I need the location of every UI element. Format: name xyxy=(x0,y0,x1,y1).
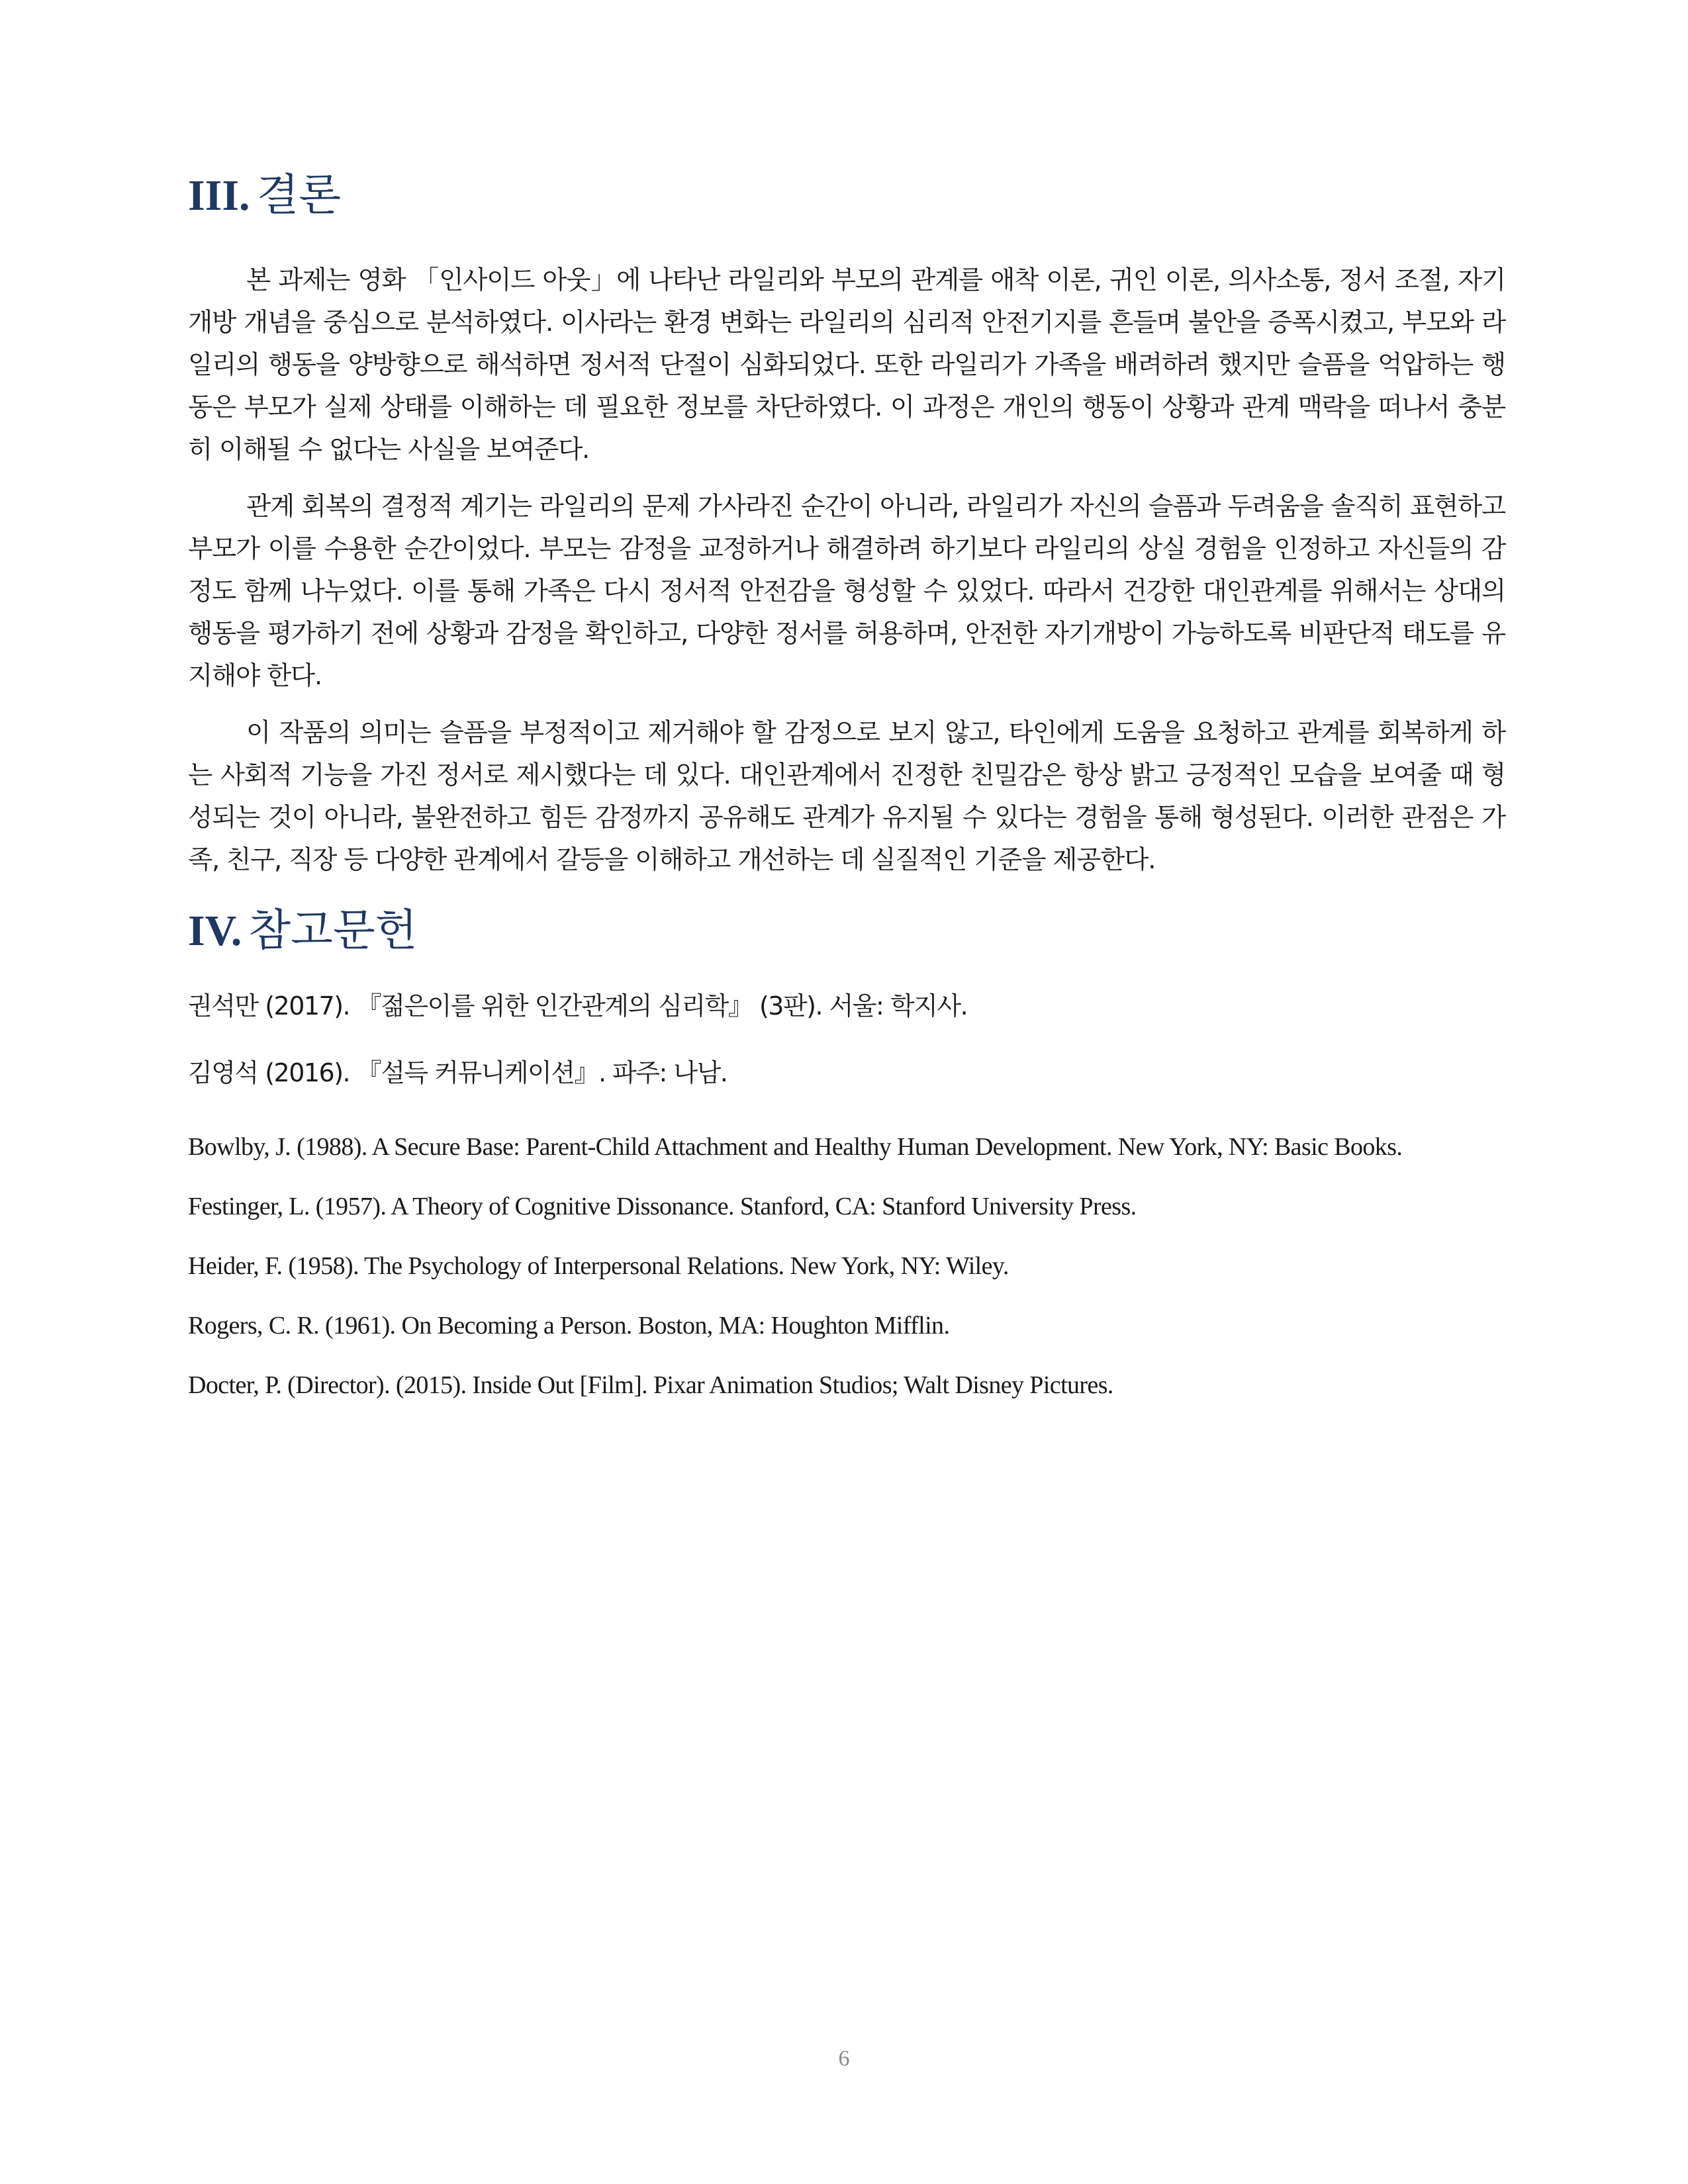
reference-item: Bowlby, J. (1988). A Secure Base: Parent-Child Attachment and Healthy Human Development. New York, NY: Basic Books. xyxy=(188,1133,1403,1161)
section-title: 결론 xyxy=(256,169,342,220)
section-title: 참고문헌 xyxy=(248,905,418,956)
reference-item: Docter, P. (Director). (2015). Inside Out [Film]. Pixar Animation Studios; Walt Disney Pictures. xyxy=(188,1371,1113,1399)
page-content xyxy=(188,169,1505,1422)
conclusion-paragraph: 이 작품의 의미는 슬픔을 부정적이고 제거해야 할 감정으로 보지 않고, 타인에게 도움을 요청하고 관계를 회복하게 하는 사회적 기능을 가진 정서로 제시했다는 데 있다. 대인관계에서 진정한 친밀감은 항상 밝고 긍정적인 모습을 보여줄 때 형성되는 것이 아니라, 불완전하고 힘든 감정까지 공유해도 관계가 유지될 수 있다는 경험을 통해 형성된다. 이러한 관점은 가족, 친구, 직장 등 다양한 관계에서 갈등을 이해하고 개선하는 데 실질적인 기준을 제공한다. xyxy=(188,718,1505,875)
section-number: III. xyxy=(188,171,250,220)
reference-item: 김영석 (2016). 『설득 커뮤니케이션』. 파주: 나남. xyxy=(188,1058,727,1087)
conclusion-paragraph: 본 과제는 영화 「인사이드 아웃」에 나타난 라일리와 부모의 관계를 애착 이론, 귀인 이론, 의사소통, 정서 조절, 자기개방 개념을 중심으로 분석하였다. 이사라는 환경 변화는 라일리의 심리적 안전기지를 흔들며 불안을 증폭시켰고, 부모와 라일리의 행동을 양방향으로 해석하면 정서적 단절이 심화되었다. 또한 라일리가 가족을 배려하려 했지만 슬픔을 억압하는 행동은 부모가 실제 상태를 이해하는 데 필요한 정보를 차단하였다. 이 과정은 개인의 행동이 상황과 관계 맥락을 떠나서 충분히 이해될 수 없다는 사실을 보여준다. xyxy=(188,265,1505,465)
section-heading-conclusion xyxy=(188,169,1505,222)
reference-item: Rogers, C. R. (1961). On Becoming a Person. Boston, MA: Houghton Mifflin. xyxy=(188,1312,950,1340)
reference-item: Festinger, L. (1957). A Theory of Cognitive Dissonance. Stanford, CA: Stanford University Press. xyxy=(188,1193,1137,1220)
page-number: 6 xyxy=(838,2046,850,2071)
reference-item: 권석만 (2017). 『젊은이를 위한 인간관계의 심리학』 (3판). 서울: 학지사. xyxy=(188,991,968,1021)
section-heading-references xyxy=(188,904,1505,958)
conclusion-paragraph: 관계 회복의 결정적 계기는 라일리의 문제 가사라진 순간이 아니라, 라일리가 자신의 슬픔과 두려움을 솔직히 표현하고 부모가 이를 수용한 순간이었다. 부모는 감정을 교정하거나 해결하려 하기보다 라일리의 상실 경험을 인정하고 자신들의 감정도 함께 나누었다. 이를 통해 가족은 다시 정서적 안전감을 형성할 수 있었다. 따라서 건강한 대인관계를 위해서는 상대의 행동을 평가하기 전에 상황과 감정을 확인하고, 다양한 정서를 허용하며, 안전한 자기개방이 가능하도록 비판단적 태도를 유지해야 한다. xyxy=(188,492,1505,691)
section-number: IV. xyxy=(188,907,242,955)
reference-list xyxy=(188,991,1505,1408)
reference-item: Heider, F. (1958). The Psychology of Interpersonal Relations. New York, NY: Wiley. xyxy=(188,1252,1009,1280)
